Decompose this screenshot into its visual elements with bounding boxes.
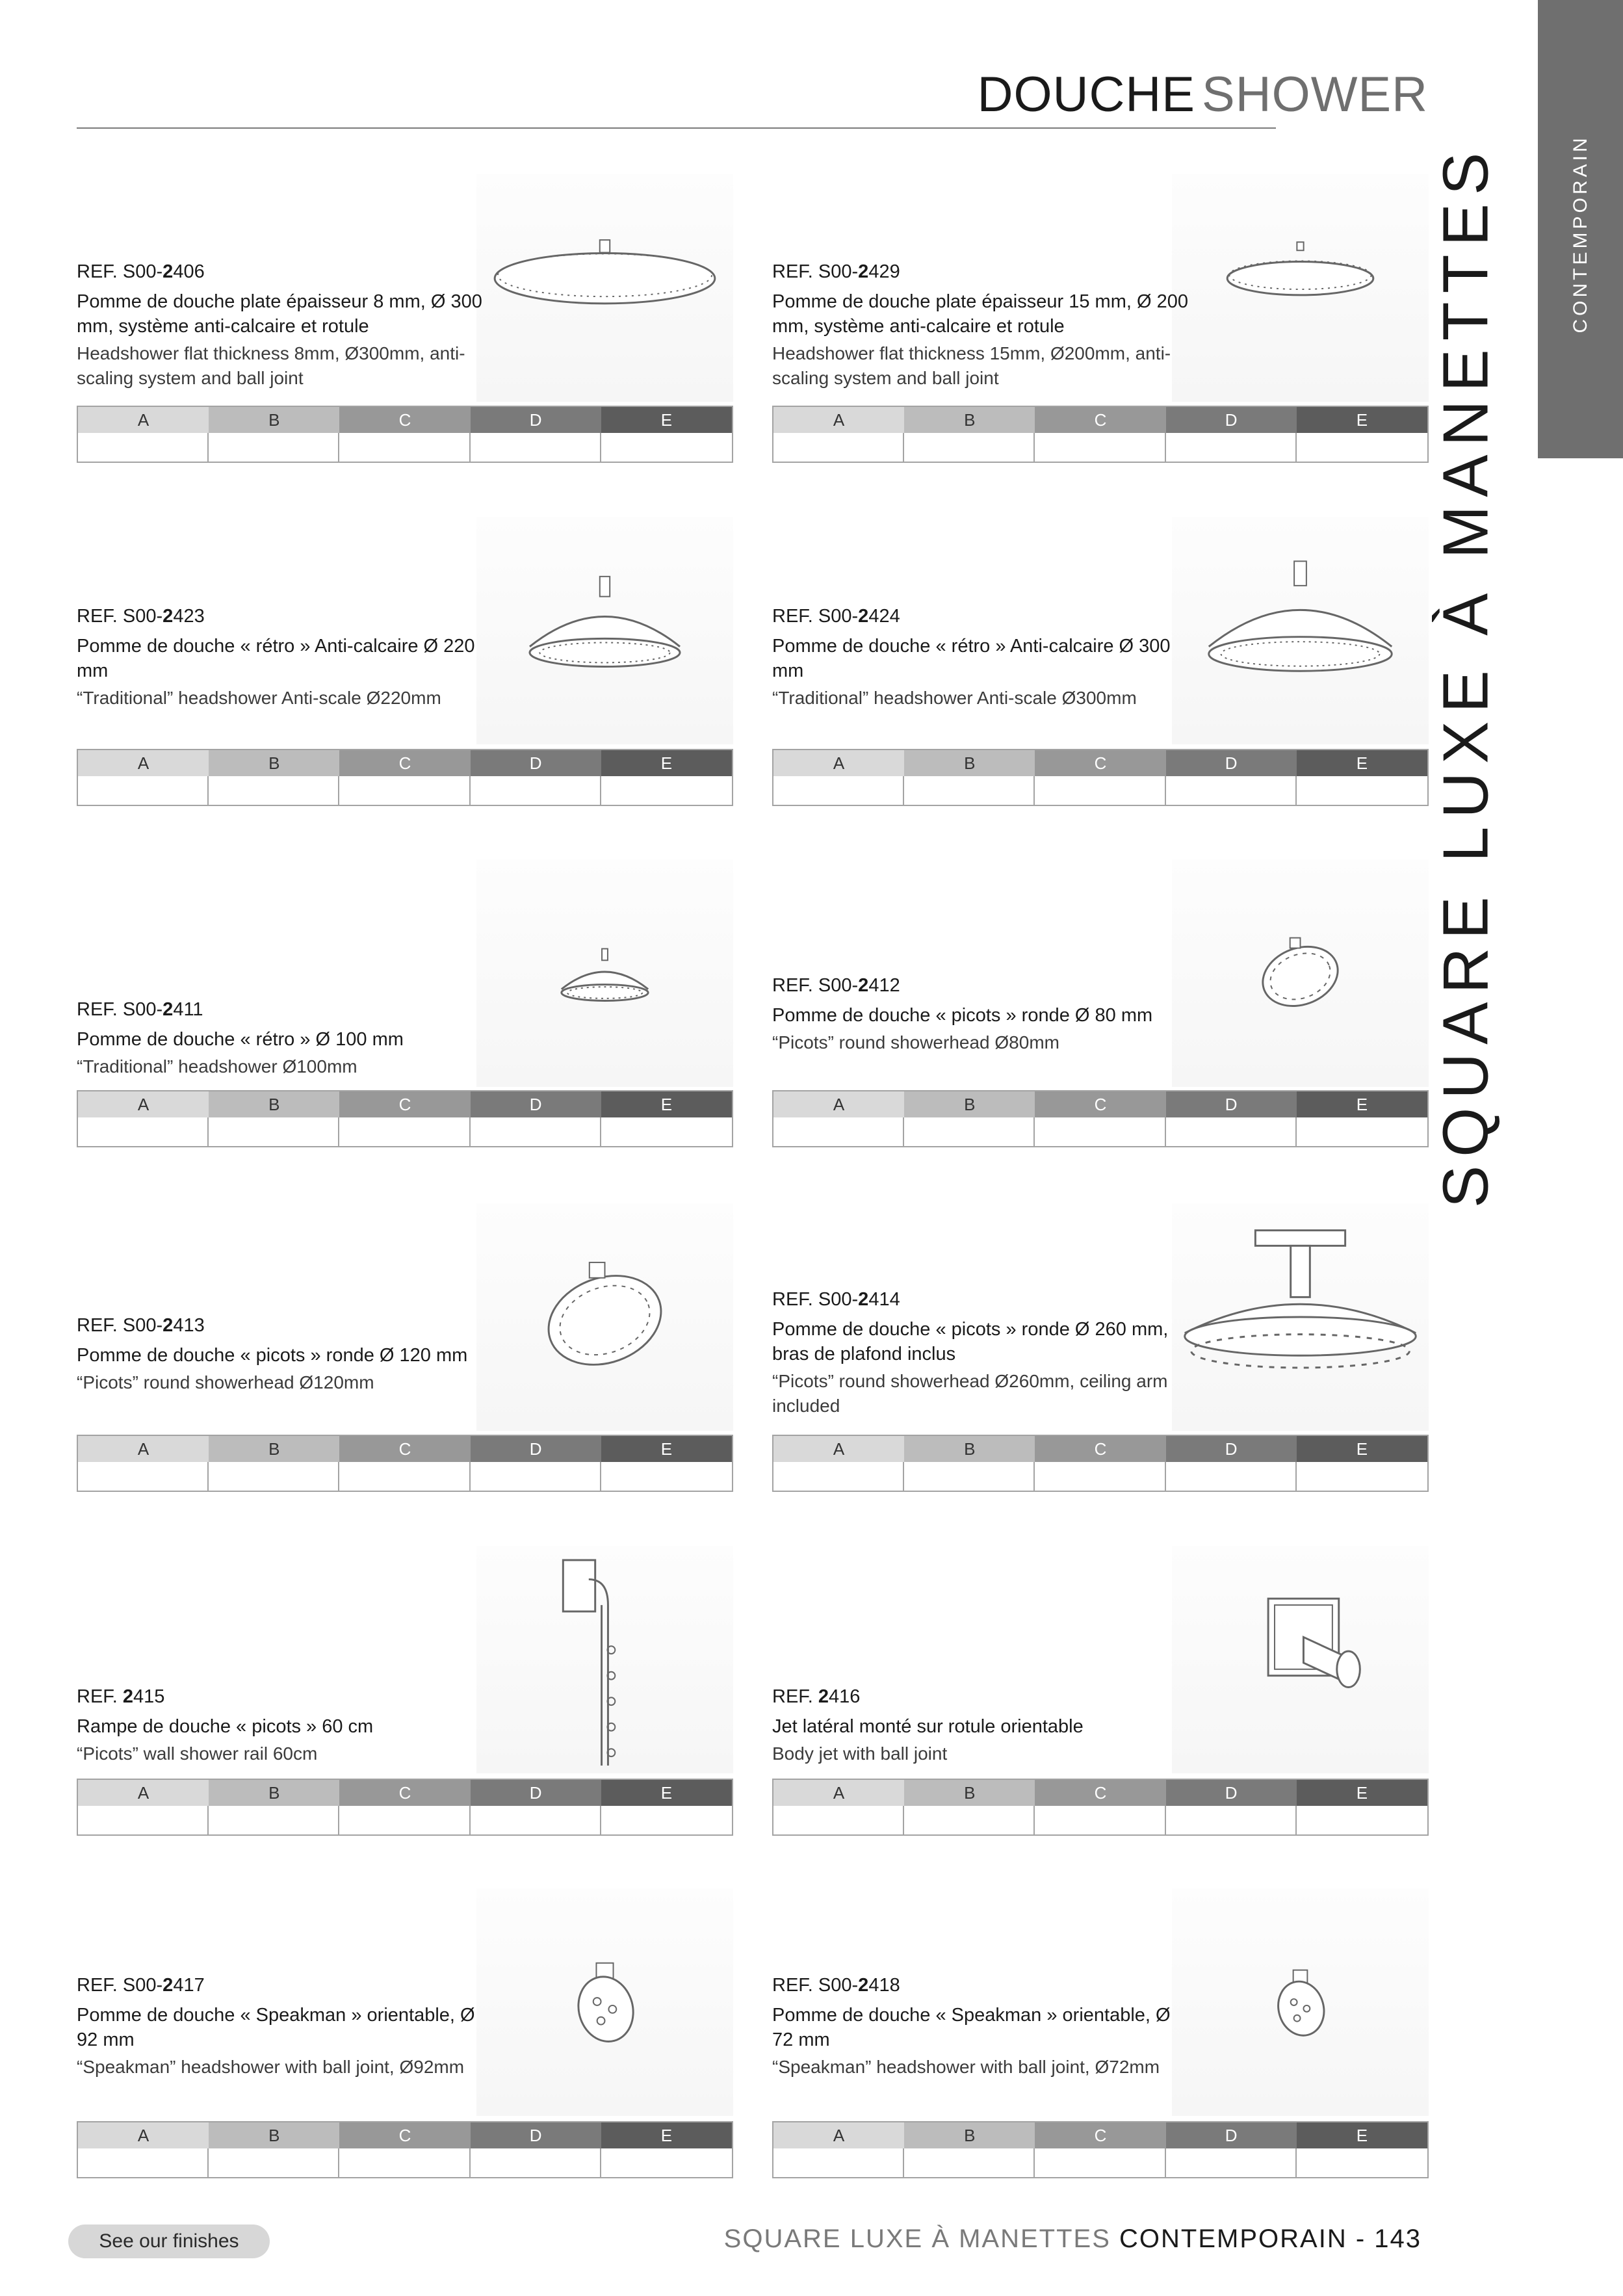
finish-column-b: B <box>904 407 1035 433</box>
product-text <box>77 259 499 391</box>
finish-column-b: B <box>209 1091 339 1117</box>
finish-column-d: D <box>1166 2122 1297 2148</box>
page-title-light: SHOWER <box>1202 67 1428 122</box>
finish-cell-e[interactable] <box>1297 1806 1427 1834</box>
product-text <box>772 1684 1195 1766</box>
reference-prefix: REF. S00- <box>77 606 163 627</box>
product-reference <box>772 973 1195 998</box>
side-category-tab[interactable] <box>1538 0 1623 458</box>
see-finishes-button[interactable]: See our finishes <box>68 2224 270 2258</box>
finish-column-d: D <box>471 2122 601 2148</box>
finish-column-a: A <box>773 750 904 776</box>
finish-column-e: E <box>1297 1780 1427 1806</box>
finish-cell-d[interactable] <box>471 433 601 462</box>
product-description-en: “Speakman” headshower with ball joint, Ø72mm <box>772 2057 1160 2077</box>
finish-column-e: E <box>1297 750 1427 776</box>
product-description-en: “Picots” round showerhead Ø80mm <box>772 1032 1059 1052</box>
finish-column-d: D <box>471 1436 601 1462</box>
finish-column-b: B <box>209 1780 339 1806</box>
finish-column-e: E <box>601 1436 732 1462</box>
product-description-en: “Picots” round showerhead Ø120mm <box>77 1372 374 1392</box>
finish-cell-c[interactable] <box>1035 1462 1165 1491</box>
shower-rail-icon <box>476 1546 733 1773</box>
finish-cell-d[interactable] <box>471 2148 601 2177</box>
reference-bold-digit: 2 <box>162 999 174 1020</box>
finish-column-c: C <box>339 750 470 776</box>
finish-cell-a[interactable] <box>773 1117 904 1146</box>
finish-cell-d[interactable] <box>471 776 601 805</box>
product-card <box>77 174 733 480</box>
reference-prefix: REF. S00- <box>772 261 859 282</box>
finish-cell-b[interactable] <box>904 776 1035 805</box>
finish-cell-e[interactable] <box>1297 2148 1427 2177</box>
finish-column-e: E <box>601 1780 732 1806</box>
finish-cell-b[interactable] <box>209 1462 339 1491</box>
finish-cell-d[interactable] <box>471 1462 601 1491</box>
product-description-en: Headshower flat thickness 15mm, Ø200mm, anti-scaling system and ball joint <box>772 343 1171 388</box>
product-description-fr: Pomme de douche « Speakman » orientable, Ø 72 mm <box>772 2005 1171 2050</box>
product-card <box>772 1546 1429 1851</box>
product-text <box>77 1973 499 2080</box>
finish-column-c: C <box>1035 407 1165 433</box>
product-text <box>77 997 499 1079</box>
reference-prefix: REF. <box>77 1686 123 1707</box>
finish-column-c: C <box>1035 1436 1165 1462</box>
finish-column-e: E <box>601 1091 732 1117</box>
reference-prefix: REF. S00- <box>77 1975 163 1996</box>
flat-round-headshower-icon <box>476 174 733 402</box>
ceiling-picots-showerhead-icon <box>1172 1203 1429 1431</box>
finish-column-b: B <box>904 1436 1035 1462</box>
finish-table <box>77 2121 733 2178</box>
product-reference <box>772 1287 1195 1312</box>
finish-cell-a[interactable] <box>78 433 209 462</box>
finish-column-d: D <box>1166 407 1297 433</box>
footer-page-label <box>724 2224 1422 2254</box>
product-text <box>772 1287 1195 1418</box>
product-card <box>772 1888 1429 2194</box>
finish-column-e: E <box>601 750 732 776</box>
finish-cell-a[interactable] <box>78 1806 209 1834</box>
finish-column-a: A <box>78 1780 209 1806</box>
finish-cell-c[interactable] <box>1035 433 1165 462</box>
reference-prefix: REF. S00- <box>77 999 163 1020</box>
finish-cell-a[interactable] <box>78 2148 209 2177</box>
finish-cell-c[interactable] <box>339 1117 470 1146</box>
reference-bold-digit: 2 <box>818 1686 829 1707</box>
finish-cell-b[interactable] <box>904 2148 1035 2177</box>
finish-cell-c[interactable] <box>1035 1806 1165 1834</box>
reference-prefix: REF. S00- <box>77 261 163 282</box>
finish-table <box>772 1435 1429 1492</box>
finish-cell-e[interactable] <box>601 1806 732 1834</box>
finish-cell-e[interactable] <box>1297 1117 1427 1146</box>
reference-suffix: 411 <box>173 999 203 1020</box>
finish-column-e: E <box>601 2122 732 2148</box>
reference-bold-digit: 2 <box>858 606 869 627</box>
reference-prefix: REF. S00- <box>772 1975 859 1996</box>
finish-column-d: D <box>1166 1436 1297 1462</box>
product-card <box>77 1888 733 2194</box>
product-reference <box>77 1684 499 1709</box>
finish-cell-c[interactable] <box>339 1806 470 1834</box>
finish-cell-b[interactable] <box>209 1117 339 1146</box>
finish-column-d: D <box>1166 1091 1297 1117</box>
reference-suffix: 429 <box>868 261 900 282</box>
product-text <box>772 604 1195 711</box>
reference-bold-digit: 2 <box>122 1686 134 1707</box>
speakman-headshower-icon <box>476 1888 733 2116</box>
finish-column-e: E <box>1297 407 1427 433</box>
finish-column-a: A <box>78 2122 209 2148</box>
finish-cell-a[interactable] <box>773 1806 904 1834</box>
finish-cell-b[interactable] <box>209 1806 339 1834</box>
reference-bold-digit: 2 <box>162 606 174 627</box>
finish-column-e: E <box>1297 2122 1427 2148</box>
reference-bold-digit: 2 <box>858 1289 869 1310</box>
reference-prefix: REF. <box>772 1686 818 1707</box>
reference-suffix: 424 <box>868 606 900 627</box>
finish-cell-c[interactable] <box>1035 1117 1165 1146</box>
reference-bold-digit: 2 <box>858 261 869 282</box>
finish-cell-d[interactable] <box>471 1806 601 1834</box>
product-reference <box>772 259 1195 284</box>
finish-column-b: B <box>904 1091 1035 1117</box>
reference-suffix: 416 <box>829 1686 861 1707</box>
finish-table <box>77 1779 733 1836</box>
finish-cell-d[interactable] <box>1166 776 1297 805</box>
reference-suffix: 412 <box>868 975 900 996</box>
finish-table <box>77 406 733 463</box>
finish-column-c: C <box>1035 1780 1165 1806</box>
finish-column-b: B <box>209 407 339 433</box>
finish-cell-b[interactable] <box>209 2148 339 2177</box>
page-title <box>977 67 1428 122</box>
reference-bold-digit: 2 <box>162 1975 174 1996</box>
footer-page-number: CONTEMPORAIN - 143 <box>1119 2224 1422 2253</box>
finish-column-a: A <box>78 750 209 776</box>
finish-column-b: B <box>904 1780 1035 1806</box>
reference-bold-digit: 2 <box>162 261 174 282</box>
finish-cell-c[interactable] <box>339 776 470 805</box>
product-reference <box>77 997 499 1022</box>
reference-prefix: REF. S00- <box>772 975 859 996</box>
product-description-en: “Picots” round showerhead Ø260mm, ceiling arm included <box>772 1371 1168 1416</box>
finish-column-b: B <box>904 2122 1035 2148</box>
product-reference <box>772 1684 1195 1709</box>
finish-table <box>772 749 1429 806</box>
finish-column-c: C <box>339 1436 470 1462</box>
finish-column-d: D <box>1166 750 1297 776</box>
finish-table <box>772 1090 1429 1147</box>
finish-cell-c[interactable] <box>1035 776 1165 805</box>
finish-cell-e[interactable] <box>601 776 732 805</box>
finish-column-a: A <box>773 1436 904 1462</box>
retro-headshower-icon <box>1172 517 1429 744</box>
side-category-label: CONTEMPORAIN <box>1569 135 1591 333</box>
product-reference <box>77 604 499 629</box>
finish-cell-a[interactable] <box>78 1117 209 1146</box>
finish-table <box>772 1779 1429 1836</box>
product-description-en: Headshower flat thickness 8mm, Ø300mm, anti-scaling system and ball joint <box>77 343 465 388</box>
reference-suffix: 417 <box>173 1975 205 1996</box>
header-divider <box>77 127 1276 129</box>
product-card <box>772 174 1429 480</box>
product-description-fr: Pomme de douche « rétro » Anti-calcaire Ø 220 mm <box>77 636 475 681</box>
finish-column-e: E <box>1297 1091 1427 1117</box>
finish-column-a: A <box>78 1091 209 1117</box>
reference-suffix: 414 <box>868 1289 900 1310</box>
finish-column-a: A <box>773 407 904 433</box>
product-text <box>772 1973 1195 2080</box>
finish-cell-b[interactable] <box>209 776 339 805</box>
product-text <box>77 1313 499 1395</box>
product-description-fr: Rampe de douche « picots » 60 cm <box>77 1716 374 1737</box>
finish-column-b: B <box>904 750 1035 776</box>
finish-table <box>772 2121 1429 2178</box>
reference-suffix: 418 <box>868 1975 900 1996</box>
finish-cell-a[interactable] <box>773 433 904 462</box>
product-reference <box>77 259 499 284</box>
product-text <box>772 973 1195 1055</box>
product-card <box>77 859 733 1165</box>
finish-cell-e[interactable] <box>1297 776 1427 805</box>
retro-headshower-icon <box>476 517 733 744</box>
product-description-en: “Traditional” headshower Anti-scale Ø300mm <box>772 688 1137 708</box>
finish-column-d: D <box>471 1091 601 1117</box>
product-text <box>77 1684 499 1766</box>
finish-column-d: D <box>1166 1780 1297 1806</box>
reference-suffix: 423 <box>173 606 205 627</box>
finish-cell-c[interactable] <box>339 2148 470 2177</box>
product-card <box>77 517 733 822</box>
finish-cell-c[interactable] <box>339 1462 470 1491</box>
reference-suffix: 406 <box>173 261 205 282</box>
finish-cell-e[interactable] <box>601 2148 732 2177</box>
finish-column-c: C <box>339 1780 470 1806</box>
product-card <box>77 1546 733 1851</box>
finish-column-b: B <box>209 750 339 776</box>
finish-column-c: C <box>1035 1091 1165 1117</box>
reference-bold-digit: 2 <box>858 975 869 996</box>
product-description-fr: Pomme de douche « rétro » Ø 100 mm <box>77 1029 404 1050</box>
product-description-en: Body jet with ball joint <box>772 1743 948 1764</box>
finish-cell-b[interactable] <box>209 433 339 462</box>
finish-cell-d[interactable] <box>1166 433 1297 462</box>
finish-column-a: A <box>773 2122 904 2148</box>
finish-cell-a[interactable] <box>773 776 904 805</box>
product-text <box>77 604 499 711</box>
reference-prefix: REF. S00- <box>77 1315 163 1336</box>
body-jet-icon <box>1172 1546 1429 1773</box>
finish-cell-b[interactable] <box>904 433 1035 462</box>
product-description-fr: Pomme de douche « picots » ronde Ø 120 mm <box>77 1345 468 1366</box>
product-reference <box>772 1973 1195 1998</box>
finish-cell-d[interactable] <box>1166 1462 1297 1491</box>
product-description-en: “Traditional” headshower Ø100mm <box>77 1056 357 1076</box>
finish-cell-b[interactable] <box>904 1462 1035 1491</box>
product-card <box>772 859 1429 1165</box>
finish-cell-a[interactable] <box>773 2148 904 2177</box>
finish-column-c: C <box>339 1091 470 1117</box>
finish-table <box>77 749 733 806</box>
product-description-fr: Jet latéral monté sur rotule orientable <box>772 1716 1084 1737</box>
product-text <box>772 259 1195 391</box>
collection-vertical-title: SQUARE LUXE À MANETTES <box>1429 144 1501 1208</box>
product-card <box>772 1203 1429 1509</box>
picots-showerhead-icon <box>1172 859 1429 1087</box>
finish-cell-e[interactable] <box>601 433 732 462</box>
finish-table <box>77 1435 733 1492</box>
reference-bold-digit: 2 <box>858 1975 869 1996</box>
product-card <box>77 1203 733 1509</box>
finish-cell-d[interactable] <box>1166 2148 1297 2177</box>
reference-suffix: 415 <box>133 1686 165 1707</box>
finish-cell-a[interactable] <box>78 776 209 805</box>
finish-column-c: C <box>1035 750 1165 776</box>
finish-column-d: D <box>471 1780 601 1806</box>
finish-column-a: A <box>78 407 209 433</box>
product-description-en: “Traditional” headshower Anti-scale Ø220mm <box>77 688 441 708</box>
finish-cell-b[interactable] <box>904 1117 1035 1146</box>
product-description-fr: Pomme de douche « picots » ronde Ø 80 mm <box>772 1005 1153 1026</box>
reference-bold-digit: 2 <box>162 1315 174 1336</box>
finish-column-c: C <box>1035 2122 1165 2148</box>
page-title-dark: DOUCHE <box>977 67 1195 122</box>
product-description-fr: Pomme de douche plate épaisseur 8 mm, Ø 300 mm, système anti-calcaire et rotule <box>77 291 482 337</box>
product-description-fr: Pomme de douche « rétro » Anti-calcaire Ø 300 mm <box>772 636 1171 681</box>
finish-column-b: B <box>209 2122 339 2148</box>
product-description-fr: Pomme de douche « Speakman » orientable, Ø 92 mm <box>77 2005 475 2050</box>
reference-suffix: 413 <box>173 1315 205 1336</box>
finish-column-d: D <box>471 407 601 433</box>
finish-cell-d[interactable] <box>1166 1806 1297 1834</box>
finish-cell-e[interactable] <box>1297 433 1427 462</box>
finish-column-e: E <box>1297 1436 1427 1462</box>
finish-column-b: B <box>209 1436 339 1462</box>
finish-cell-e[interactable] <box>601 1117 732 1146</box>
product-description-fr: Pomme de douche plate épaisseur 15 mm, Ø 200 mm, système anti-calcaire et rotule <box>772 291 1188 337</box>
finish-column-c: C <box>339 407 470 433</box>
product-reference <box>77 1313 499 1338</box>
product-description-fr: Pomme de douche « picots » ronde Ø 260 mm, bras de plafond inclus <box>772 1319 1169 1364</box>
finish-cell-a[interactable] <box>773 1462 904 1491</box>
speakman-headshower-icon <box>1172 1888 1429 2116</box>
finish-cell-e[interactable] <box>1297 1462 1427 1491</box>
finish-column-a: A <box>773 1091 904 1117</box>
finish-cell-d[interactable] <box>1166 1117 1297 1146</box>
finish-cell-b[interactable] <box>904 1806 1035 1834</box>
product-reference <box>77 1973 499 1998</box>
finish-column-a: A <box>78 1436 209 1462</box>
flat-round-headshower-icon <box>1172 174 1429 402</box>
product-reference <box>772 604 1195 629</box>
finish-cell-e[interactable] <box>601 1462 732 1491</box>
finish-column-d: D <box>471 750 601 776</box>
finish-table <box>77 1090 733 1147</box>
product-description-en: “Picots” wall shower rail 60cm <box>77 1743 318 1764</box>
product-description-en: “Speakman” headshower with ball joint, Ø92mm <box>77 2057 465 2077</box>
product-card <box>772 517 1429 822</box>
footer-collection: SQUARE LUXE À MANETTES <box>723 2224 1111 2253</box>
finish-column-c: C <box>339 2122 470 2148</box>
finish-column-a: A <box>773 1780 904 1806</box>
picots-showerhead-icon <box>476 1203 733 1431</box>
finish-cell-d[interactable] <box>471 1117 601 1146</box>
finish-cell-a[interactable] <box>78 1462 209 1491</box>
finish-table <box>772 406 1429 463</box>
finish-cell-c[interactable] <box>339 433 470 462</box>
finish-cell-c[interactable] <box>1035 2148 1165 2177</box>
finish-column-e: E <box>601 407 732 433</box>
small-retro-headshower-icon <box>476 859 733 1087</box>
reference-prefix: REF. S00- <box>772 606 859 627</box>
reference-prefix: REF. S00- <box>772 1289 859 1310</box>
